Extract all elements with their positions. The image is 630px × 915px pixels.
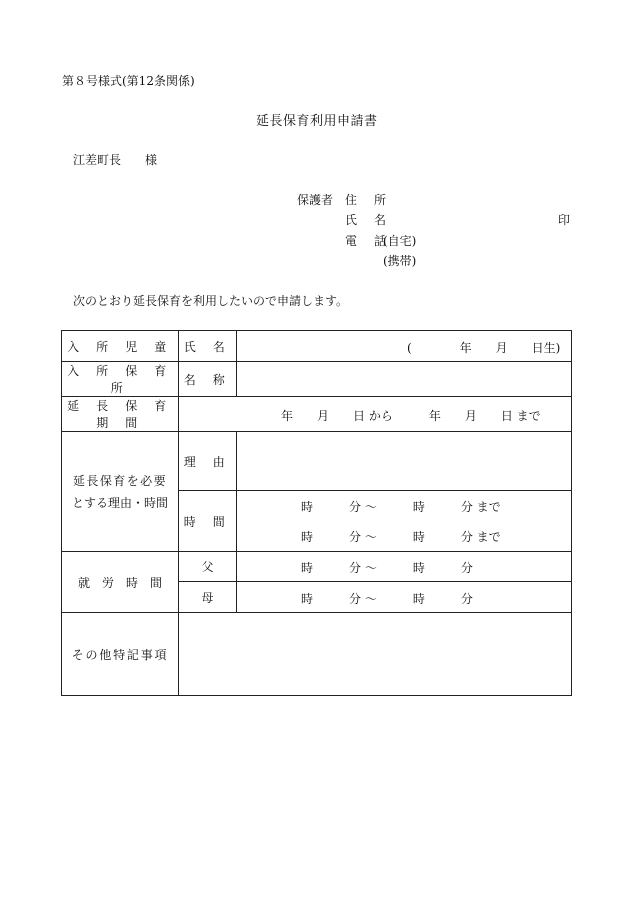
period-field[interactable] [179, 397, 572, 432]
form-number: 第８号様式(第12条関係) [62, 74, 195, 88]
home-phone-label: (自宅) [383, 234, 417, 248]
intro-text: 次のとおり延長保育を利用したいので申請します。 [73, 294, 349, 308]
reason-time-label [62, 432, 179, 552]
mother-work-field[interactable] [237, 582, 572, 613]
period-value: 年 月 日 から 年 月 日 まで [281, 408, 541, 423]
father-work-field[interactable] [237, 552, 572, 582]
facility-label: 入 所 保 育 所 [62, 362, 179, 397]
phone-label: 電 話 [345, 234, 393, 248]
facility-name-field[interactable] [237, 362, 572, 397]
row-reason [62, 432, 572, 491]
period-label: 延 長 保 育 期 間 [62, 397, 179, 432]
application-table [61, 330, 572, 696]
guardian-label: 保護者 [297, 193, 334, 207]
time-row-1: 時 分 ～ 時 分 まで [301, 500, 501, 514]
row-child [62, 331, 572, 362]
row-work-father [62, 552, 572, 582]
birthdate-field: ( 年 月 日生) [407, 341, 561, 355]
time-field[interactable] [237, 491, 572, 552]
reason-field[interactable] [237, 432, 572, 491]
row-facility [62, 362, 572, 397]
reason-label-line-1: 延長保育を必要 [72, 473, 168, 488]
child-name-field[interactable] [237, 331, 572, 362]
mother-label: 母 [179, 582, 237, 613]
reason-label-line-2: とする理由・時間 [71, 495, 168, 510]
father-label: 父 [179, 552, 237, 582]
mother-work-hours: 時 分 ～ 時 分 [301, 592, 473, 606]
father-work-hours: 時 分 ～ 時 分 [301, 561, 473, 575]
time-row-2: 時 分 ～ 時 分 まで [301, 530, 501, 544]
address-label: 住 所 [345, 193, 393, 207]
other-notes-field[interactable] [179, 613, 572, 696]
seal-mark: 印 [558, 213, 571, 227]
child-name-label: 氏 名 [179, 331, 237, 362]
applicant-name-label: 氏 名 [345, 213, 393, 227]
document-title: 延長保育利用申請書 [256, 114, 378, 129]
row-period [62, 397, 572, 432]
mobile-phone-label: (携帯) [383, 254, 417, 268]
facility-name-label: 名 称 [179, 362, 237, 397]
child-label: 入 所 児 童 [62, 331, 179, 362]
addressee: 江差町長 様 [73, 153, 158, 167]
other-notes-label: その他特記事項 [62, 613, 179, 696]
work-hours-label: 就 労 時 間 [62, 552, 179, 613]
reason-sublabel: 理 由 [179, 432, 237, 491]
time-sublabel: 時 間 [179, 491, 237, 552]
row-other [62, 613, 572, 696]
